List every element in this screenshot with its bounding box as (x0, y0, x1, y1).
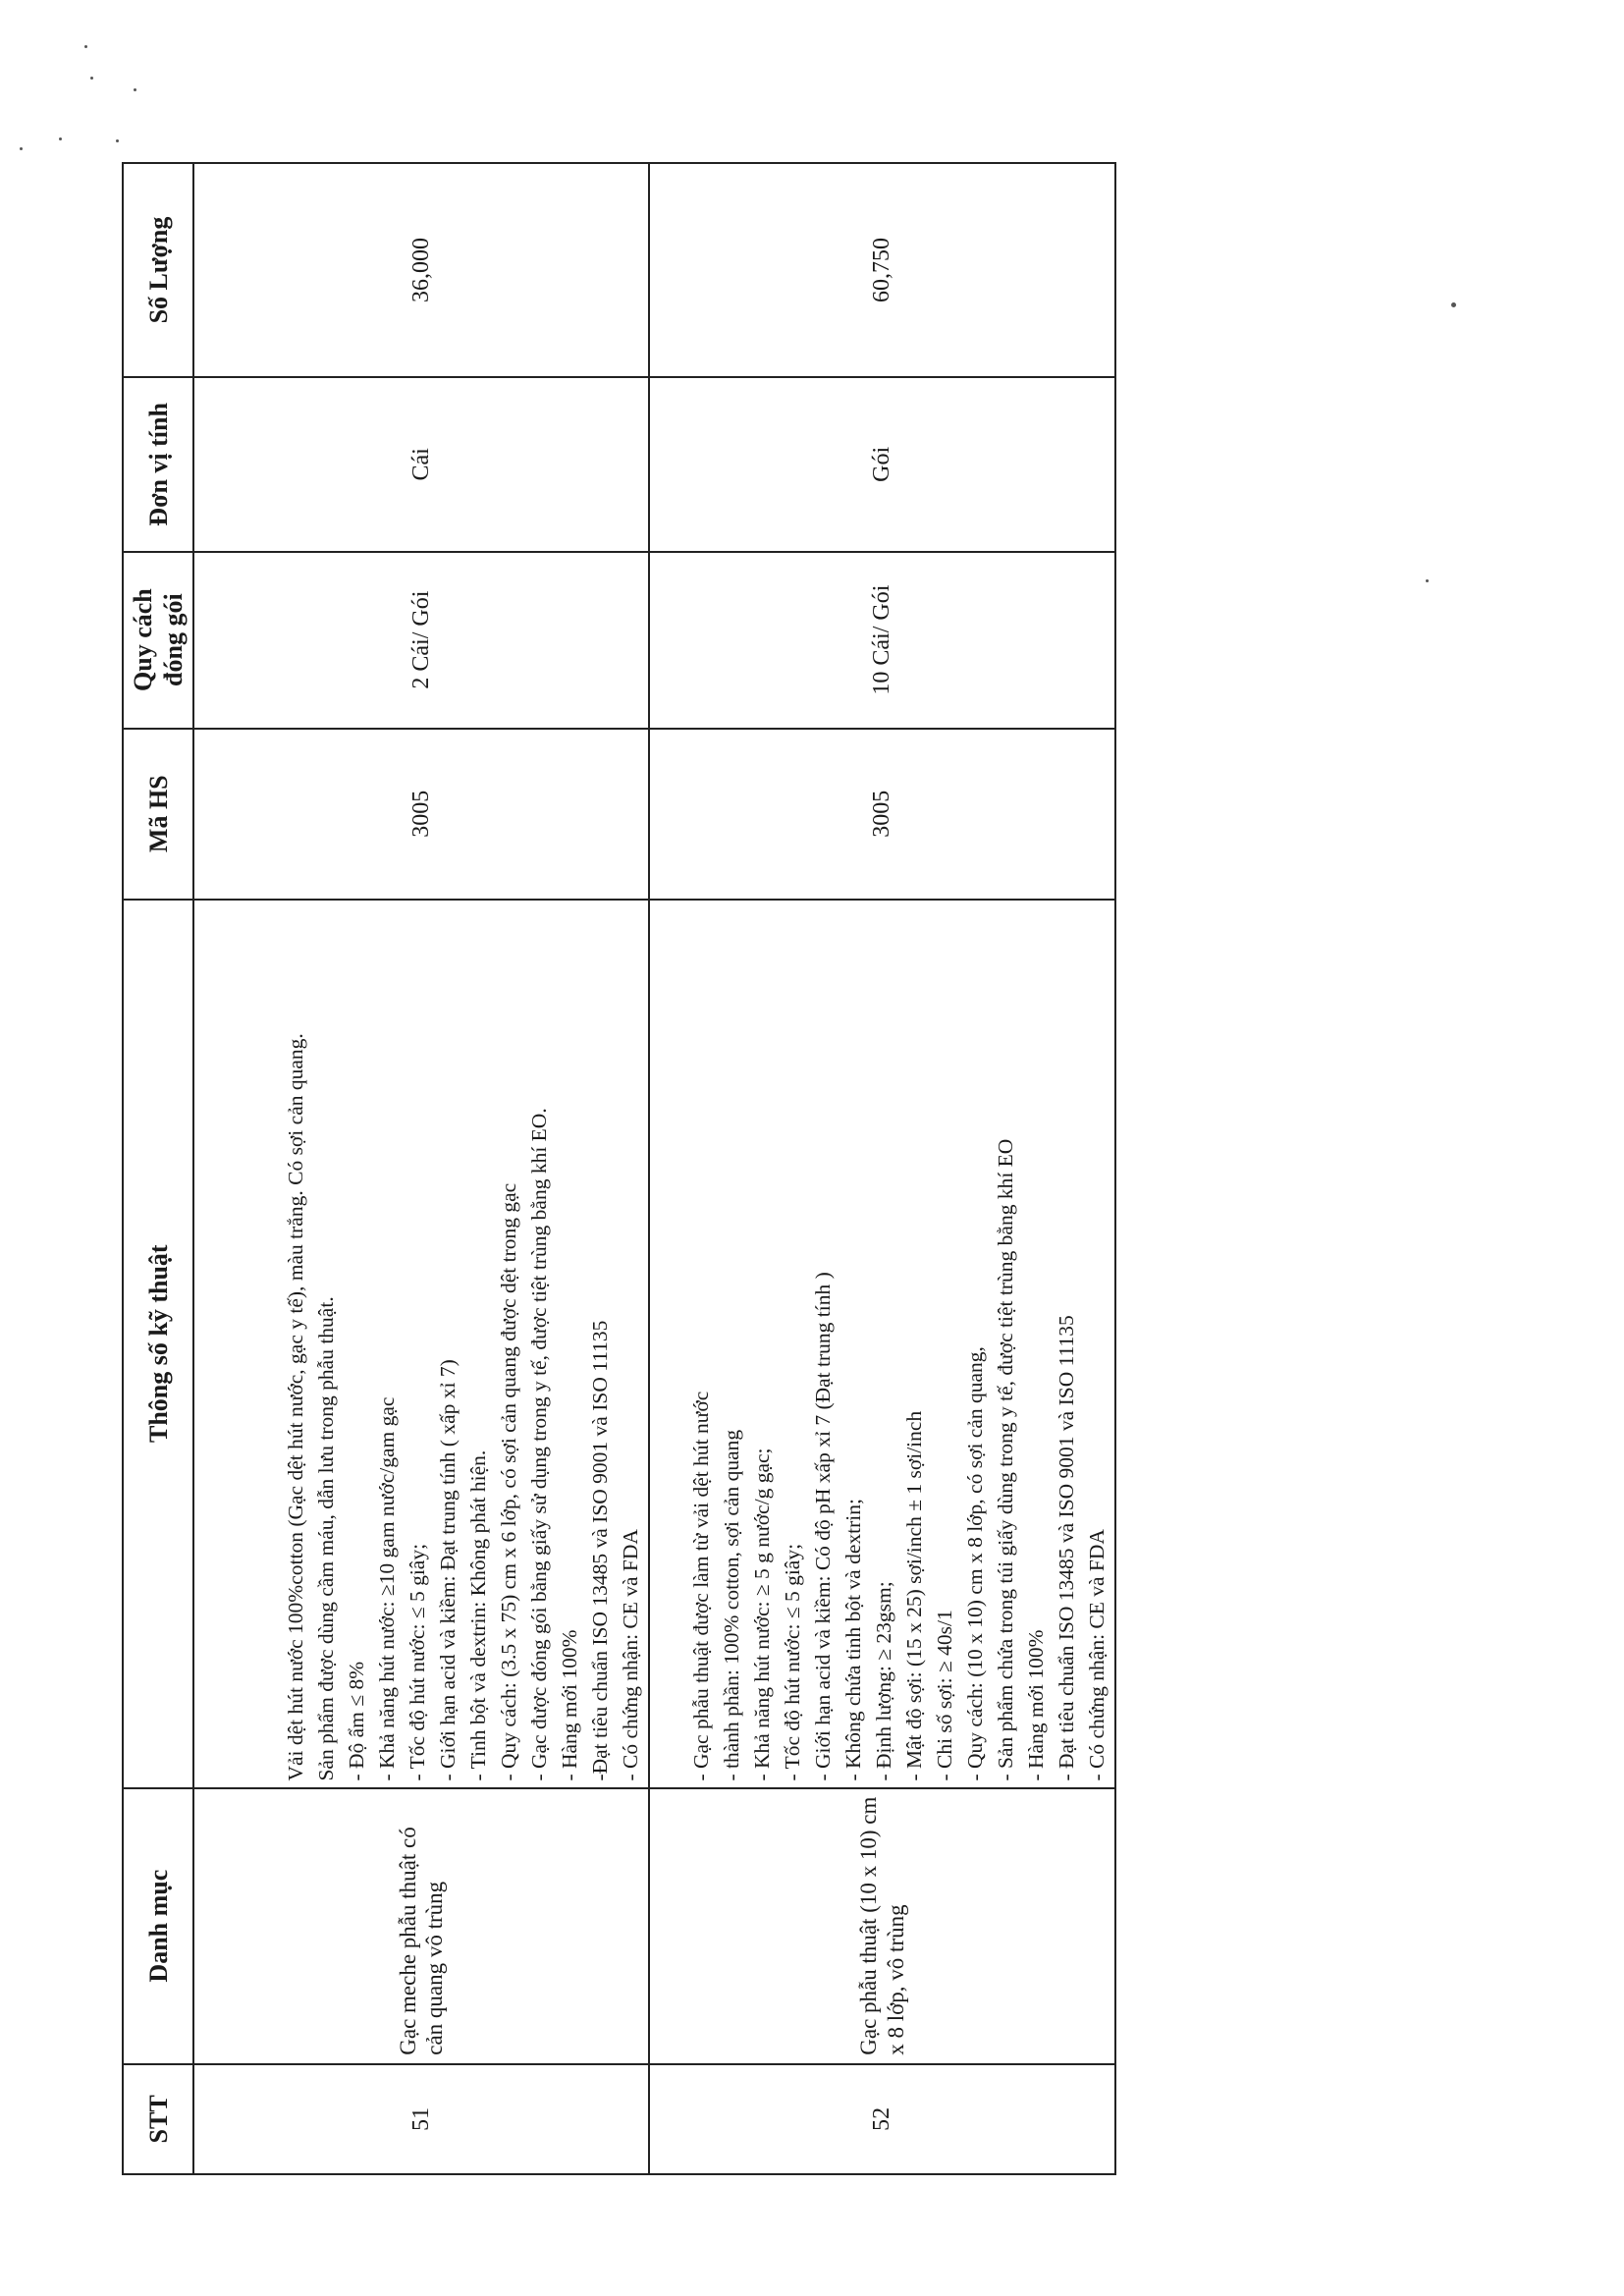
spec-line: - Chi số sợi: ≥ 40s/1 (933, 1610, 957, 1781)
header-row (123, 163, 193, 2174)
row-hs: 3005 (193, 729, 649, 900)
row-spec (649, 900, 1115, 1788)
spec-line: - Tinh bột và dextrin: Không phát hiện. (466, 1449, 491, 1781)
row-pack: 10 Cái/ Gói (649, 552, 1115, 729)
row-spec (193, 900, 649, 1788)
row-qty: 36,000 (193, 163, 649, 377)
spec-line: - Định lượng: ≥ 23gsm; (872, 1581, 896, 1781)
spec-line: - Mật độ sợi: (15 x 25) sợi/inch ± 1 sợi/inch (902, 1410, 927, 1781)
row-qty: 60,750 (649, 163, 1115, 377)
spec-line: - Hàng mới 100% (558, 1629, 582, 1781)
specification-table (122, 162, 1116, 2175)
spec-line: - Quy cách: (10 x 10) cm x 8 lớp, có sợi cản quang, (963, 1346, 988, 1781)
spec-line: - Khả năng hút nước: ≥10 gam nước/gam gạc (375, 1396, 400, 1781)
spec-line: -Đạt tiêu chuẩn ISO 13485 và ISO 9001 và ISO 11135 (588, 1320, 613, 1781)
spec-line: - Quy cách: (3.5 x 75) cm x 6 lớp, có sợi cản quang được dệt trong gạc (497, 1182, 521, 1781)
spec-line: - Giới hạn acid và kiềm: Có độ pH xấp xỉ 7 (Đạt trung tính ) (811, 1272, 836, 1781)
spec-line: - Hàng mới 100% (1024, 1629, 1049, 1781)
spec-line: - thành phần: 100% cotton, sợi cản quang (720, 1429, 744, 1781)
header-qty: Số Lượng (123, 163, 193, 377)
row-name: Gạc meche phẫu thuật có cản quang vô trùng (193, 1788, 649, 2064)
table-row (193, 163, 649, 2174)
table-row (649, 163, 1115, 2174)
row-name: Gạc phẫu thuật (10 x 10) cm x 8 lớp, vô trùng (649, 1788, 1115, 2064)
row-unit: Cái (193, 377, 649, 552)
header-hs: Mã HS (123, 729, 193, 900)
spec-line: - Không chứa tinh bột và dextrin; (841, 1499, 866, 1781)
spec-line: - Sản phẩm chứa trong túi giấy dùng trong y tế, được tiệt trùng bằng khí EO (994, 1138, 1018, 1781)
header-spec: Thông số kỹ thuật (123, 900, 193, 1788)
spec-line: Vải dệt hút nước 100%cotton (Gạc dệt hút nước, gạc y tế), màu trắng. Có sợi cản quang. (284, 1033, 308, 1781)
spec-line: - Tốc độ hút nước: ≤ 5 giây; (406, 1543, 430, 1781)
spec-line: Sản phẩm được dùng cầm máu, dẫn lưu trong phẫu thuật. (314, 1296, 339, 1781)
row-stt: 52 (649, 2064, 1115, 2174)
header-pack: Quy cách đóng gói (123, 552, 193, 729)
spec-line: - Đạt tiêu chuẩn ISO 13485 và ISO 9001 và ISO 11135 (1055, 1315, 1079, 1781)
header-name: Danh mục (123, 1788, 193, 2064)
spec-line: - Giới hạn acid và kiềm: Đạt trung tính ( xấp xỉ 7) (436, 1359, 460, 1781)
spec-line: - Gạc được đóng gói bằng giấy sử dụng trong y tế, được tiệt trùng bằng khí EO. (527, 1108, 552, 1781)
spec-line: - Tốc độ hút nước: ≤ 5 giây; (781, 1543, 805, 1781)
spec-line: - Có chứng nhận: CE và FDA (619, 1529, 643, 1781)
row-hs: 3005 (649, 729, 1115, 900)
header-stt: STT (123, 2064, 193, 2174)
row-unit: Gói (649, 377, 1115, 552)
rotated-table-wrapper (122, 162, 1112, 2175)
spec-line: - Khả năng hút nước: ≥ 5 g nước/g gạc; (750, 1448, 775, 1781)
row-stt: 51 (193, 2064, 649, 2174)
header-unit: Đơn vị tính (123, 377, 193, 552)
spec-line: - Có chứng nhận: CE và FDA (1085, 1529, 1110, 1781)
spec-line: - Gạc phẫu thuật được làm từ vải dệt hút nước (689, 1391, 714, 1781)
spec-line: - Độ ẩm ≤ 8% (345, 1661, 369, 1781)
row-pack: 2 Cái/ Gói (193, 552, 649, 729)
